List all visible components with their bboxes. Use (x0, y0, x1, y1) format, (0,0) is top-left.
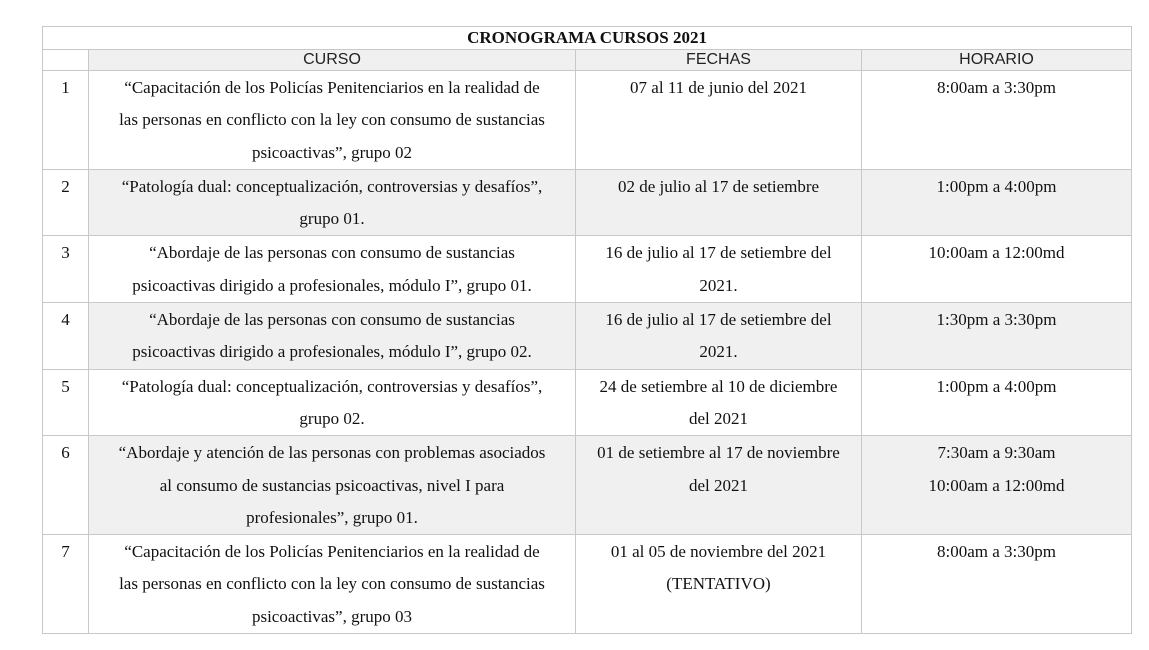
cell-fechas (576, 169, 862, 236)
cell-fechas (576, 236, 862, 303)
fechas-line: 16 de julio al 17 de setiembre del (605, 310, 832, 330)
table-row (43, 169, 1132, 236)
table-row (43, 303, 1132, 370)
schedule-table (42, 26, 1132, 634)
cell-curso (89, 436, 576, 535)
curso-line: psicoactivas”, grupo 02 (251, 142, 413, 162)
horario-line: 8:00am a 3:30pm (937, 542, 1056, 562)
fechas-line: (TENTATIVO) (666, 574, 771, 594)
fechas-line: 02 de julio al 17 de setiembre (617, 176, 820, 196)
fechas-line: 24 de setiembre al 10 de diciembre (599, 376, 838, 396)
header-number (43, 50, 89, 71)
fechas-line: del 2021 (688, 408, 749, 428)
horario-line: 7:30am a 9:30am (937, 443, 1056, 463)
horario-line: 8:00am a 3:30pm (937, 78, 1056, 97)
curso-line: al consumo de sustancias psicoactivas, nivel I para (159, 475, 505, 495)
fechas-line: 01 de setiembre al 17 de noviembre (597, 443, 840, 463)
cell-curso (89, 71, 576, 170)
curso-line: “Capacitación de los Policías Penitenciarios en la realidad de (124, 78, 540, 97)
table-row (43, 436, 1132, 535)
table-row (43, 236, 1132, 303)
row-number: 1 (43, 71, 89, 170)
curso-line: “Abordaje y atención de las personas con problemas asociados (118, 443, 546, 463)
cell-horario (862, 535, 1132, 634)
cell-fechas (576, 436, 862, 535)
cell-horario (862, 369, 1132, 436)
header-fechas: FECHAS (576, 50, 862, 71)
cell-curso (89, 369, 576, 436)
row-number: 6 (43, 436, 89, 535)
horario-line: 1:30pm a 3:30pm (936, 310, 1057, 330)
curso-line: “Abordaje de las personas con consumo de sustancias (149, 243, 515, 263)
fechas-line: 2021. (699, 275, 738, 295)
curso-line: psicoactivas dirigido a profesionales, módulo I”, grupo 01. (132, 275, 532, 295)
table-body (43, 71, 1132, 634)
cell-horario (862, 236, 1132, 303)
horario-line: 1:00pm a 4:00pm (936, 176, 1057, 196)
cell-curso (89, 303, 576, 370)
horario-line: 10:00am a 12:00md (928, 475, 1065, 495)
cell-horario (862, 71, 1132, 170)
cell-fechas (576, 535, 862, 634)
curso-line: psicoactivas”, grupo 03 (251, 606, 413, 626)
cell-horario (862, 169, 1132, 236)
table-header-row (43, 50, 1132, 71)
table-row (43, 71, 1132, 170)
fechas-line: 07 al 11 de junio del 2021 (630, 78, 807, 97)
curso-line: grupo 02. (299, 408, 365, 428)
table-title-row (43, 27, 1132, 50)
row-number: 5 (43, 369, 89, 436)
fechas-line: 2021. (699, 342, 738, 362)
cell-curso (89, 169, 576, 236)
curso-line: “Abordaje de las personas con consumo de sustancias (149, 310, 515, 330)
cell-horario (862, 303, 1132, 370)
table-row (43, 535, 1132, 634)
header-curso: CURSO (89, 50, 576, 71)
row-number: 2 (43, 169, 89, 236)
curso-line: profesionales”, grupo 01. (246, 507, 418, 527)
cell-fechas (576, 369, 862, 436)
row-number: 4 (43, 303, 89, 370)
curso-line: “Patología dual: conceptualización, controversias y desafíos”, (121, 176, 543, 196)
cell-curso (89, 535, 576, 634)
cell-horario (862, 436, 1132, 535)
fechas-line: del 2021 (688, 475, 749, 495)
curso-line: “Patología dual: conceptualización, controversias y desafíos”, (121, 376, 543, 396)
cell-fechas (576, 71, 862, 170)
cell-curso (89, 236, 576, 303)
horario-line: 10:00am a 12:00md (928, 243, 1065, 263)
curso-line: las personas en conflicto con la ley con consumo de sustancias (119, 110, 545, 130)
curso-line: “Capacitación de los Policías Penitenciarios en la realidad de (124, 542, 540, 562)
table-row (43, 369, 1132, 436)
fechas-line: 01 al 05 de noviembre del 2021 (610, 542, 827, 562)
curso-line: grupo 01. (299, 209, 365, 229)
row-number: 7 (43, 535, 89, 634)
horario-line: 1:00pm a 4:00pm (936, 376, 1057, 396)
fechas-line: 16 de julio al 17 de setiembre del (605, 243, 832, 263)
row-number: 3 (43, 236, 89, 303)
cell-fechas (576, 303, 862, 370)
curso-line: psicoactivas dirigido a profesionales, módulo I”, grupo 02. (132, 342, 532, 362)
header-horario: HORARIO (862, 50, 1132, 71)
table-title: CRONOGRAMA CURSOS 2021 (43, 27, 1132, 50)
curso-line: las personas en conflicto con la ley con consumo de sustancias (119, 574, 545, 594)
